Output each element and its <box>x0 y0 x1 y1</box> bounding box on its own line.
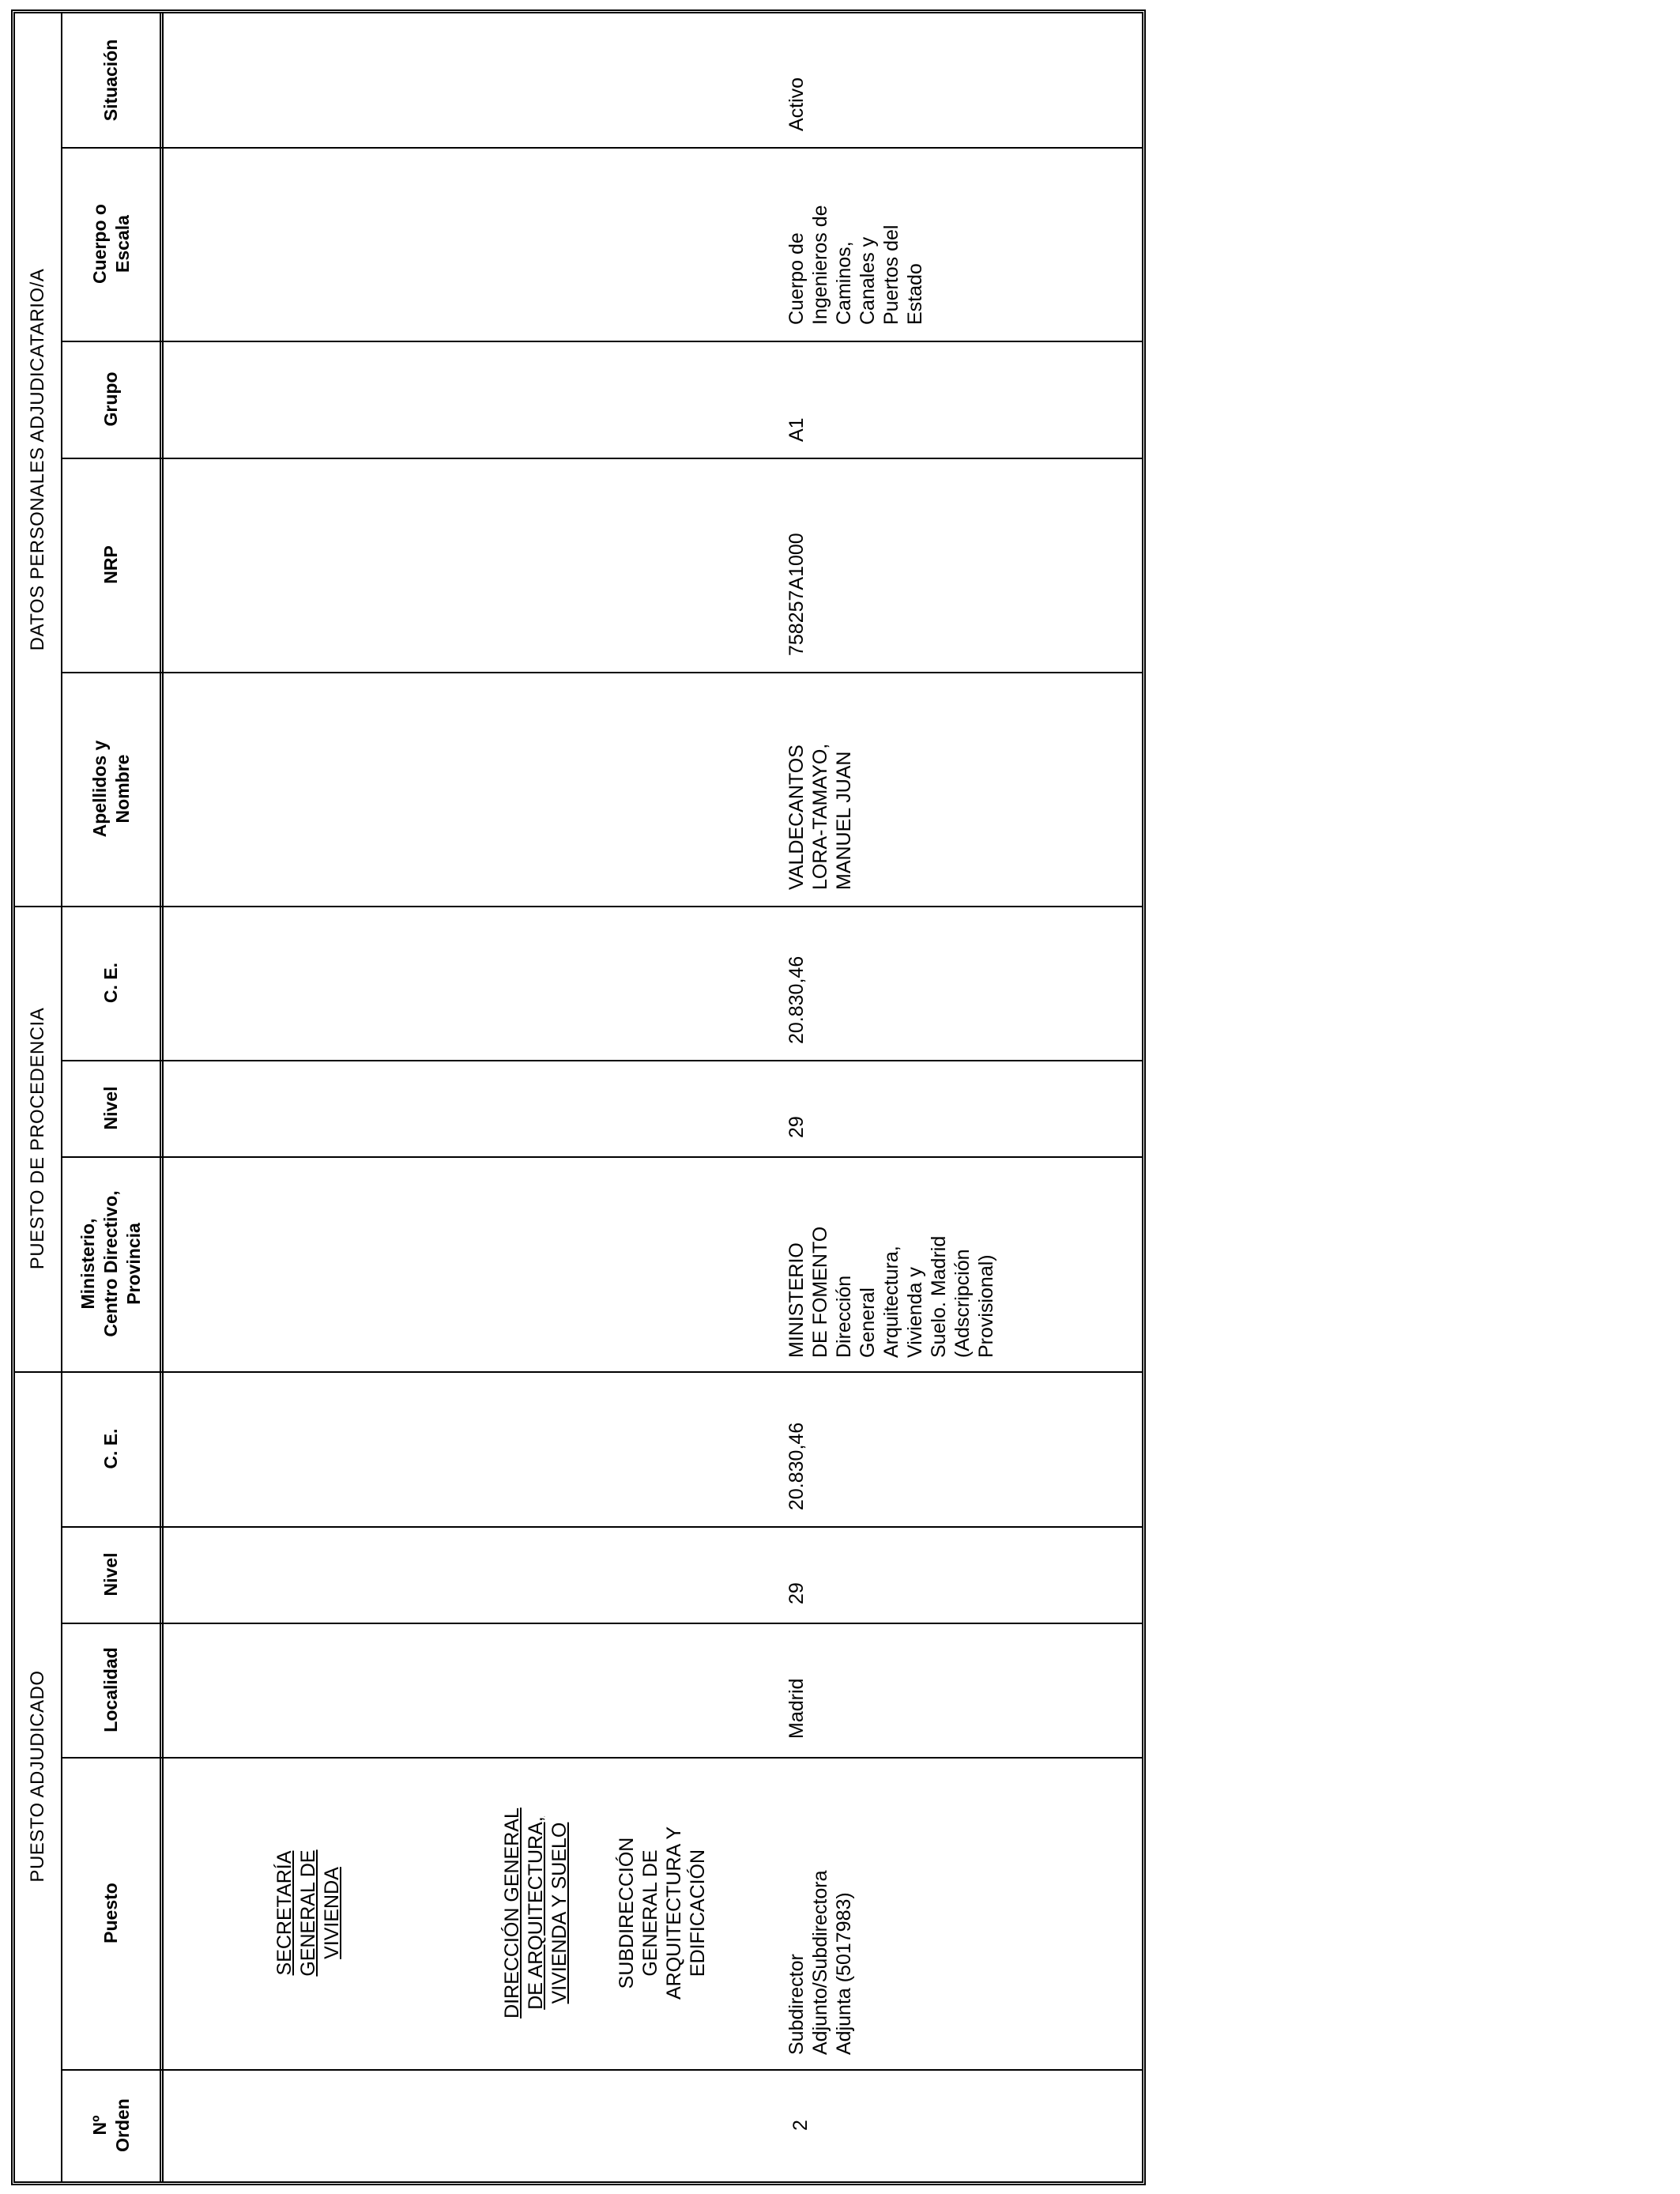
rule-group-procedencia-adjudicado <box>15 1371 1142 1373</box>
rule-nivel-ministerio <box>61 1156 1142 1158</box>
rule-nrp-apellidos <box>61 672 1142 673</box>
rule-header-body <box>160 13 164 2181</box>
rule-situacion-cuerpo <box>61 147 1142 149</box>
rule-grupo-nrp <box>61 458 1142 459</box>
rule-puesto-orden <box>61 2069 1142 2071</box>
rule-ce-nivel-adj <box>61 1526 1142 1528</box>
rule-cuerpo-grupo <box>61 341 1142 342</box>
rule-group-datos-procedencia <box>15 906 1142 907</box>
rule-localidad-puesto <box>61 1757 1142 1759</box>
rule-ce-nivel-proc <box>61 1060 1142 1061</box>
rule-nivel-localidad <box>61 1623 1142 1624</box>
